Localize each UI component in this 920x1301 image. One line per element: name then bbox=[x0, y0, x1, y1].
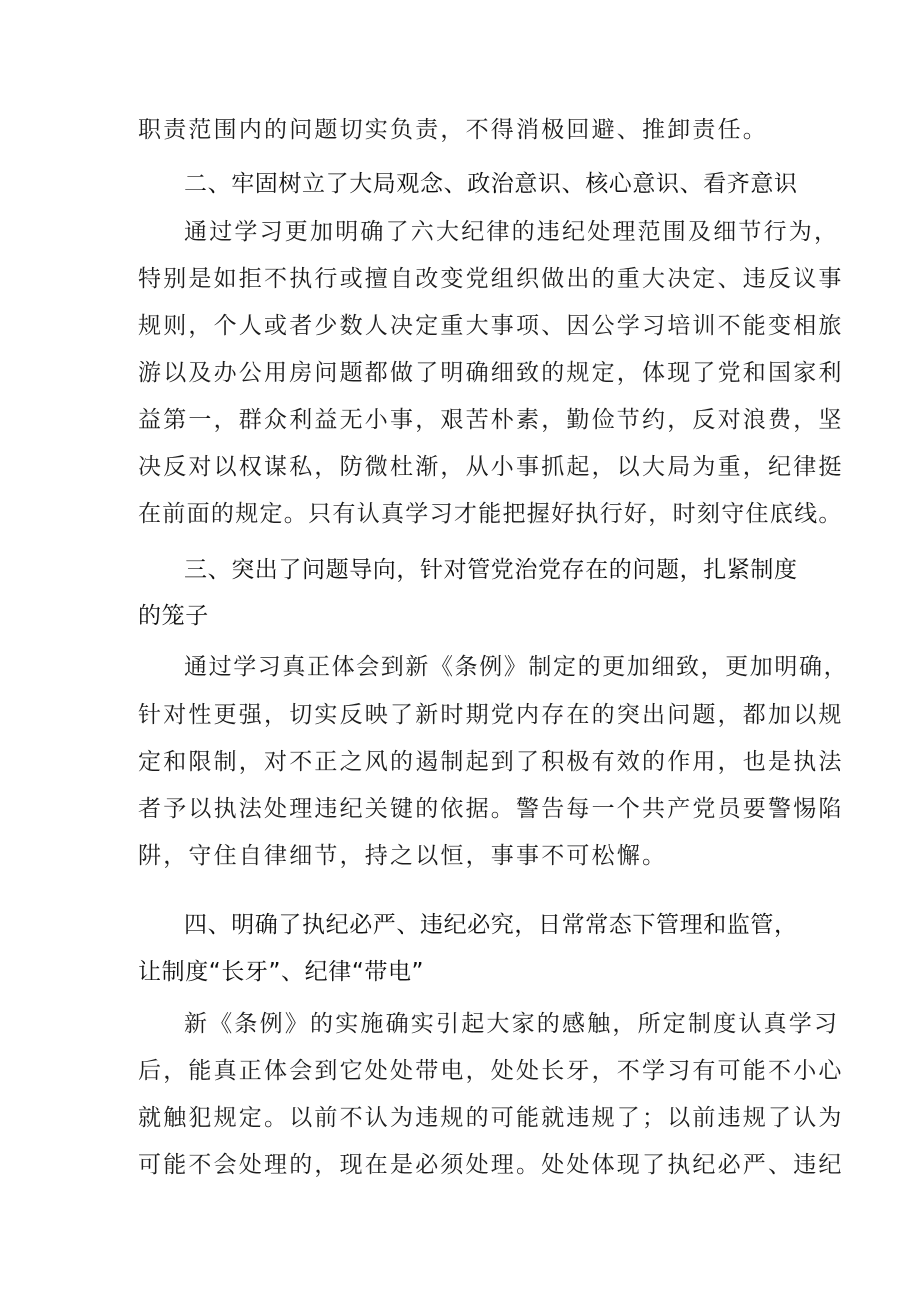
section-3-heading-cont: 的笼子 bbox=[138, 603, 209, 629]
section-4-body-line: 新《条例》的实施确实引起大家的感触，所定制度认真学习 bbox=[184, 1011, 840, 1037]
section-3-body-line: 者予以执法处理违纪关键的依据。警告每一个共产党员要警惕陷 bbox=[138, 796, 844, 822]
section-4-heading: 四、明确了执纪必严、违纪必究，日常常态下管理和监管， bbox=[184, 912, 798, 938]
section-3-body-line: 针对性更强，切实反映了新时期党内存在的突出问题，都加以规 bbox=[138, 702, 844, 728]
section-3-body-line: 定和限制，对不正之风的遏制起到了积极有效的作用，也是执法 bbox=[138, 749, 844, 775]
section-3-body-line: 通过学习真正体会到新《条例》制定的更加细致，更加明确， bbox=[184, 654, 849, 680]
section-3-body-line: 阱，守住自律细节，持之以恒，事事不可松懈。 bbox=[138, 843, 668, 869]
section-2-body-line: 特别是如拒不执行或擅自改变党组织做出的重大决定、违反议事 bbox=[138, 266, 844, 292]
section-4-heading-cont: 让制度“长牙”、纪律“带电” bbox=[138, 959, 425, 985]
section-3-heading: 三、突出了问题导向，针对管党治党存在的问题，扎紧制度 bbox=[184, 557, 798, 583]
intro-line: 职责范围内的问题切实负责，不得消极回避、推卸责任。 bbox=[138, 117, 768, 143]
section-2-body-line: 游以及办公用房问题都做了明确细致的规定，体现了党和国家利 bbox=[138, 360, 844, 386]
section-2-body-line: 通过学习更加明确了六大纪律的违纪处理范围及细节行为， bbox=[184, 219, 840, 245]
section-2-body-line: 益第一，群众利益无小事，艰苦朴素，勤俭节约，反对浪费，坚 bbox=[138, 407, 844, 433]
section-4-body-line: 后，能真正体会到它处处带电，处处长牙，不学习有可能不小心 bbox=[138, 1058, 844, 1084]
section-2-body-line: 决反对以权谋私，防微杜渐，从小事抓起，以大局为重，纪律挺 bbox=[138, 454, 844, 480]
section-4-body-line: 就触犯规定。以前不认为违规的可能就违规了；以前违规了认为 bbox=[138, 1105, 844, 1131]
section-2-heading: 二、牢固树立了大局观念、政治意识、核心意识、看齐意识 bbox=[184, 171, 798, 197]
section-2-body-line: 规则，个人或者少数人决定重大事项、因公学习培训不能变相旅 bbox=[138, 313, 844, 339]
section-4-body-line: 可能不会处理的，现在是必须处理。处处体现了执纪必严、违纪 bbox=[138, 1152, 844, 1178]
section-2-body-line: 在前面的规定。只有认真学习才能把握好执行好，时刻守住底线。 bbox=[138, 501, 843, 527]
